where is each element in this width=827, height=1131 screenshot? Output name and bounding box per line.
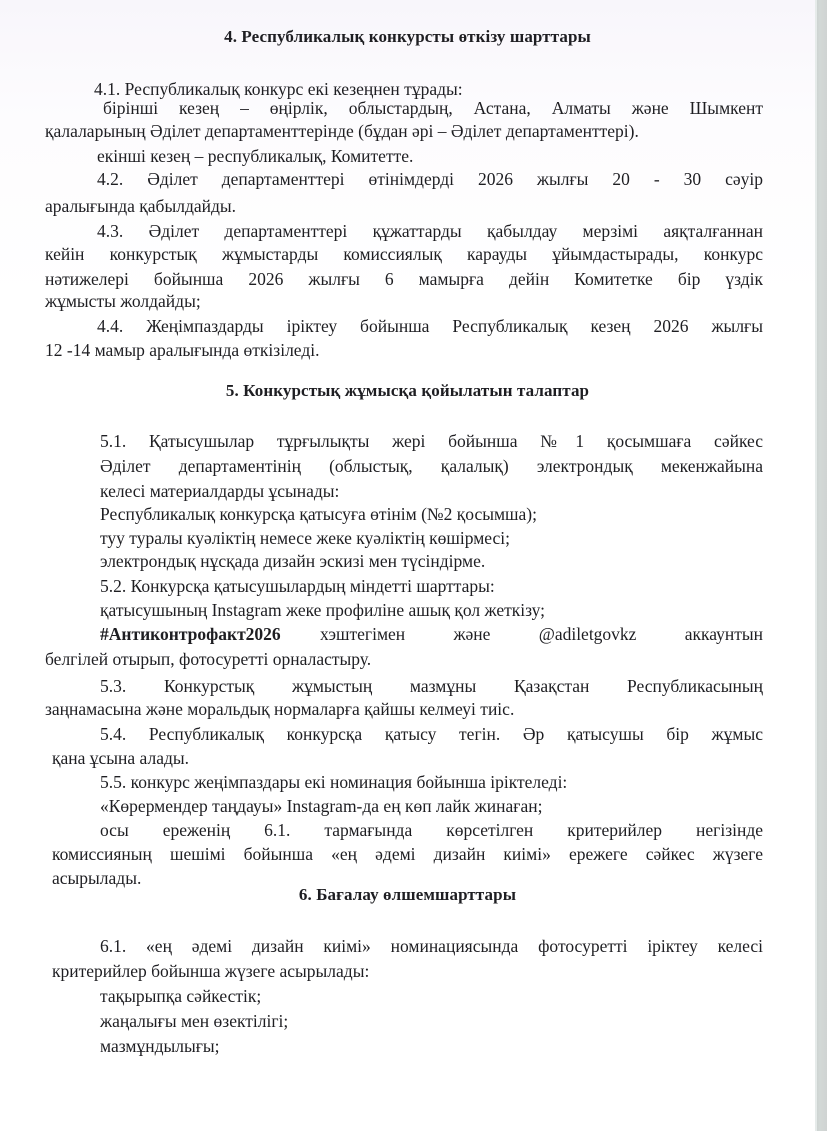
text-line: 12 -14 мамыр аралығында өткізіледі.: [45, 340, 320, 360]
text-line: қана ұсына алады.: [52, 748, 190, 768]
list-item: жаңалығы мен өзектілігі;: [100, 1011, 289, 1031]
clause-5-5: 5.5. конкурс жеңімпаздары екі номинация бойынша іріктеледі:: [100, 772, 568, 792]
text-line: критерийлер бойынша жүзеге асырылады:: [52, 961, 370, 981]
clause-5-4: 5.4. Республикалық конкурсқа қатысу тегін. Әр қатысушы бір жұмыс: [100, 724, 763, 744]
clause-5-2: 5.2. Конкурсқа қатысушылардың міндетті шарттары:: [100, 576, 495, 596]
text-line: нәтижелері бойынша 2026 жылғы 6 мамырға дейін Комитетке бір үздік: [45, 269, 763, 289]
list-item: туу туралы куәліктің немесе жеке куәліктің көшірмесі;: [100, 528, 510, 548]
text-line: белгілей отырып, фотосуретті орналастыру.: [45, 649, 372, 669]
hashtag: #Антиконтрофакт2026: [100, 624, 281, 644]
clause-4-4: 4.4. Жеңімпаздарды іріктеу бойынша Республикалық кезең 2026 жылғы: [97, 316, 763, 336]
text-line: қалаларының Әділет департаменттерінде (бұдан әрі – Әділет департаменттері).: [45, 121, 639, 141]
section-5-heading: 5. Конкурстық жұмысқа қойылатын талаптар: [225, 381, 590, 400]
text-line: екінші кезең – республикалық, Комитетте.: [97, 146, 414, 166]
text-line: аралығында қабылдайды.: [45, 196, 237, 216]
list-item: мазмұндылығы;: [100, 1036, 220, 1056]
text-line: комиссияның шешімі бойынша «ең әдемі дизайн киімі» ережеге сәйкес жүзеге: [52, 844, 763, 864]
list-item: Республикалық конкурсқа қатысуға өтінім (№2 қосымша);: [100, 504, 537, 524]
text-line: хэштегімен және @adiletgovkz аккаунтын: [320, 624, 763, 644]
text-line: Әділет департаментінің (облыстық, қалалық) электрондық мекенжайына: [100, 456, 763, 476]
text-line: жұмысты жолдайды;: [45, 291, 201, 311]
text-line: келесі материалдарды ұсынады:: [100, 481, 340, 501]
clause-5-1: 5.1. Қатысушылар тұрғылықты жері бойынша №1 қосымшаға сәйкес: [100, 431, 763, 451]
list-item: «Көрермендер таңдауы» Instagram-да ең көп лайк жинаған;: [100, 796, 543, 816]
clause-4-2: 4.2. Әділет департаменттері өтінімдерді 2026 жылғы 20 - 30 сәуір: [97, 169, 763, 189]
text-line: бірінші кезең – өңірлік, облыстардың, Астана, Алматы және Шымкент: [103, 98, 763, 118]
section-6-heading: 6. Бағалау өлшемшарттары: [298, 885, 517, 904]
clause-5-3: 5.3. Конкурстық жұмыстың мазмұны Қазақстан Республикасының: [100, 676, 763, 696]
list-item: осы ереженің 6.1. тармағында көрсетілген критерийлер негізінде: [100, 820, 763, 840]
text-line: кейін конкурстық жұмыстарды комиссиялық карауды ұйымдастырады, конкурс: [45, 244, 763, 264]
list-item: тақырыпқа сәйкестік;: [100, 986, 262, 1006]
text-line: заңнамасына және моральдық нормаларға қайшы келмеуі тиіс.: [45, 699, 515, 719]
list-item: электрондық нұсқада дизайн эскизі мен түсіндірме.: [100, 551, 486, 571]
text-line: асырылады.: [52, 868, 142, 888]
clause-6-1: 6.1. «ең әдемі дизайн киімі» номинациясында фотосуретті іріктеу келесі: [100, 936, 763, 956]
clause-4-3: 4.3. Әділет департаменттері құжаттарды қабылдау мерзімі аяқталғаннан: [97, 221, 763, 241]
clause-4-1: 4.1. Республикалық конкурс екі кезеңнен тұрады:: [94, 79, 463, 99]
list-item: қатысушының Instagram жеке профиліне ашық қол жеткізу;: [100, 600, 546, 620]
page-edge-highlight: [815, 0, 817, 1131]
section-4-heading: 4. Республикалық конкурсты өткізу шарттары: [224, 27, 591, 46]
